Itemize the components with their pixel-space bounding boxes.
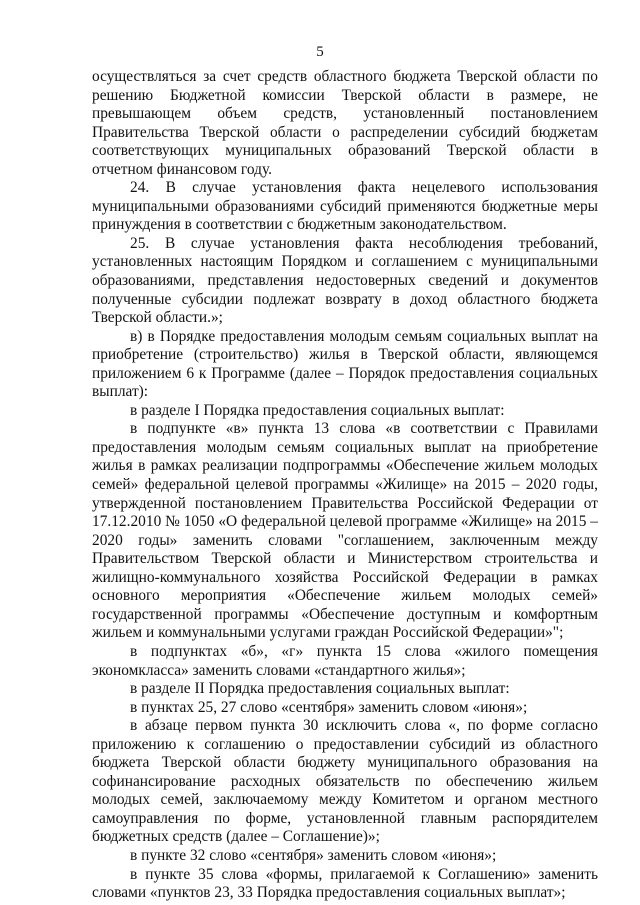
document-body	[92, 68, 598, 903]
paragraph-section-2: в разделе II Порядка предоставления социальных выплат:	[130, 680, 510, 698]
paragraph-item-25: 25. В случае установления факта несоблюдения требований, установленных настоящим Порядком и соглашением с муниципальными образованиями, представления недостоверных сведений и документов полученные субсидии подлежат возврату в доход областного бюджета Тверской области.»;	[92, 234, 598, 327]
paragraph-section-1: в разделе I Порядка предоставления социальных выплат:	[130, 401, 505, 419]
paragraph-item-13: в подпункте «в» пункта 13 слова «в соответствии с Правилами предоставления молодым семьям социальных выплат на приобретение жилья в рамках реализации подпрограммы «Обеспечение жильем молодых семей» федеральной целевой программы «Жилище» на 2015 – 2020 годы, утвержденной постановлением Правительства Российской Федерации от 17.12.2010 № 1050 «О федеральной целевой программе «Жилище» на 2015 – 2020 годы» заменить словами "соглашением, заключенным между Правительством Тверской области и Министерством строительства и жилищно-коммунального хозяйства Российской Федерации в рамках основного мероприятия «Обеспечение жильем молодых семей» государственной программы «Обеспечение доступным и комфортным жильем и коммунальными услугами граждан Российской Федерации»";	[92, 420, 598, 642]
paragraph-item-30: в абзаце первом пункта 30 исключить слова «, по форме согласно приложению к соглашению о предоставлении субсидий из областного бюджета Тверской области бюджету муниципального образования на софинансирование расходных обязательств по обеспечению жильем молодых семей, заключаемому между Комитетом и органом местного самоуправления по форме, установленной главным распорядителем бюджетных средств (далее – Соглашение)»;	[92, 717, 598, 846]
paragraph-subitem-v: в) в Порядке предоставления молодым семьям социальных выплат на приобретение (строительство) жилья в Тверской области, являющемся приложением 6 к Программе (далее – Порядок предоставления социальных выплат):	[92, 327, 598, 401]
paragraph-items-25-27: в пунктах 25, 27 слово «сентября» заменить словом «июня»;	[130, 698, 528, 716]
paragraph-item-24: 24. В случае установления факта нецелевого использования муниципальными образованиями субсидий применяются бюджетные меры принуждения в соответствии с бюджетным законодательством.	[92, 179, 598, 234]
paragraph-continuation: осуществляться за счет средств областного бюджета Тверской области по решению Бюджетной комиссии Тверской области в размере, не превышающем объем средств, установленный постановлением Правительства Тверской области о распределении субсидий бюджетам соответствующих муниципальных образований Тверской области в отчетном финансовом году.	[92, 68, 598, 178]
paragraph-item-15: в подпунктах «б», «г» пункта 15 слова «жилого помещения экономкласса» заменить словами «стандартного жилья»;	[92, 642, 598, 679]
page-number: 5	[316, 44, 324, 60]
paragraph-item-35: в пункте 35 слова «формы, прилагаемой к Соглашению» заменить словами «пунктов 23, 33 Порядка предоставления социальных выплат»;	[92, 865, 598, 902]
paragraph-item-32: в пункте 32 слово «сентября» заменить словом «июня»;	[130, 846, 497, 864]
